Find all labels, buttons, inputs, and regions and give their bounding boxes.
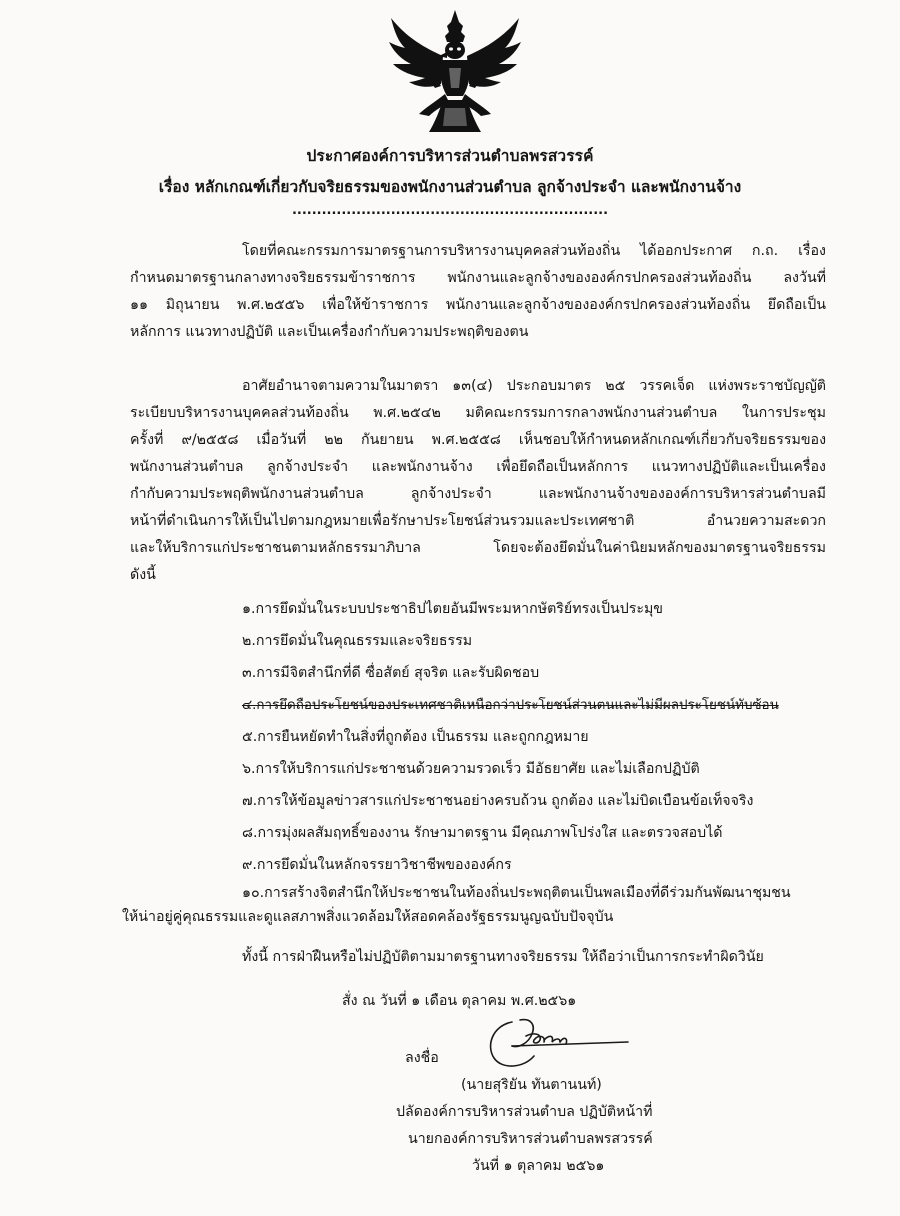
preamble-p2-line1: อาศัยอำนาจตามความในมาตรา ๑๓(๔) ประกอบมาตร ๒๕ วรรคเจ็ด แห่งพระราชบัญญัติ	[242, 378, 826, 394]
preamble-p1-line3: ๑๑ มิถุนายน พ.ศ.๒๕๕๖ เพื่อให้ข้าราชการ พนักงานและลูกจ้างขององค์กรปกครองส่วนท้องถิ่น ยึดถือเป็น	[130, 297, 826, 313]
signatory-position-2: นายกองค์การบริหารส่วนตำบลพรสวรรค์	[408, 1131, 653, 1147]
preamble-p1-line2: กำหนดมาตรฐานกลางทางจริยธรรมข้าราชการ พนักงานและลูกจ้างขององค์กรปกครองส่วนท้องถิ่น ลงวันที่	[130, 270, 826, 286]
preamble-p2-line7: และให้บริการแก่ประชาชนตามหลักธรรมาภิบาล โดยจะต้องยึดมั่นในค่านิยมหลักของมาตรฐานจริยธรรม	[130, 540, 826, 556]
garuda-emblem-icon	[385, 8, 525, 138]
closing-statement: ทั้งนี้ การฝ่าฝืนหรือไม่ปฏิบัติตามมาตรฐานทางจริยธรรม ให้ถือว่าเป็นการกระทำผิดวินัย	[242, 949, 764, 965]
preamble-p2-line2: ระเบียบบริหารงานบุคคลส่วนท้องถิ่น พ.ศ.๒๕๔๒ มติคณะกรรมการกลางพนักงานส่วนตำบล ในการประชุม	[130, 405, 826, 421]
ethics-item-5: ๕.การยืนหยัดทำในสิ่งที่ถูกต้อง เป็นธรรม และถูกกฎหมาย	[242, 729, 589, 745]
ethics-item-4: ๔.การยึดถือประโยชน์ของประเทศชาติเหนือกว่าประโยชน์ส่วนตนและไม่มีผลประโยชน์ทับซ้อน	[242, 698, 779, 713]
signatory-name: (นายสุริยัน ทันตานนท์)	[461, 1077, 602, 1093]
signature-label: ลงชื่อ	[405, 1050, 439, 1066]
announcement-subject: เรื่อง หลักเกณฑ์เกี่ยวกับจริยธรรมของพนักงานส่วนตำบล ลูกจ้างประจำ และพนักงานจ้าง	[158, 178, 742, 196]
order-date-line: สั่ง ณ วันที่ ๑ เดือน ตุลาคม พ.ศ.๒๕๖๑	[342, 993, 577, 1009]
preamble-p1-line1: โดยที่คณะกรรมการมาตรฐานการบริหารงานบุคคลส่วนท้องถิ่น ได้ออกประกาศ ก.ถ. เรื่อง	[242, 243, 826, 259]
preamble-p2-line8: ดังนี้	[130, 567, 156, 583]
ethics-item-1: ๑.การยึดมั่นในระบบประชาธิปไตยอันมีพระมหากษัตริย์ทรงเป็นประมุข	[242, 601, 663, 617]
ethics-item-6: ๖.การให้บริการแก่ประชาชนด้วยความรวดเร็ว มีอัธยาศัย และไม่เลือกปฏิบัติ	[242, 761, 700, 777]
preamble-p2-line6: หน้าที่ดำเนินการให้เป็นไปตามกฎหมายเพื่อรักษาประโยชน์ส่วนรวมและประเทศชาติ อำนวยความสะดวก	[130, 513, 826, 529]
preamble-p2-line3: ครั้งที่ ๙/๒๕๕๘ เมื่อวันที่ ๒๒ กันยายน พ.ศ.๒๕๕๘ เห็นชอบให้กำหนดหลักเกณฑ์เกี่ยวกับจริยธรรมของ	[130, 432, 826, 448]
title-separator: ................................................................	[291, 203, 609, 218]
signatory-position-1: ปลัดองค์การบริหารส่วนตำบล ปฏิบัติหน้าที่	[396, 1104, 653, 1120]
ethics-item-8: ๘.การมุ่งผลสัมฤทธิ์ของงาน รักษามาตรฐาน มีคุณภาพโปร่งใส และตรวจสอบได้	[242, 825, 723, 841]
ethics-item-10: ๑๐.การสร้างจิตสำนึกให้ประชาชนในท้องถิ่นประพฤติตนเป็นพลเมืองที่ดีร่วมกันพัฒนาชุมชน	[242, 885, 791, 901]
signature-date: วันที่ ๑ ตุลาคม ๒๕๖๑	[472, 1158, 605, 1174]
ethics-item-2: ๒.การยึดมั่นในคุณธรรมและจริยธรรม	[242, 633, 473, 649]
ethics-item-7: ๗.การให้ข้อมูลข่าวสารแก่ประชาชนอย่างครบถ้วน ถูกต้อง และไม่บิดเบือนข้อเท็จจริง	[242, 793, 754, 809]
ethics-item-9: ๙.การยึดมั่นในหลักจรรยาวิชาชีพขององค์กร	[242, 857, 512, 873]
preamble-p2-line4: พนักงานส่วนตำบล ลูกจ้างประจำ และพนักงานจ้าง เพื่อยึดถือเป็นหลักการ แนวทางปฏิบัติและเป็นเครื่อง	[130, 459, 826, 475]
announcement-title: ประกาศองค์การบริหารส่วนตำบลพรสวรรค์	[306, 147, 594, 165]
ethics-item-3: ๓.การมีจิตสำนึกที่ดี ซื่อสัตย์ สุจริต และรับผิดชอบ	[242, 665, 540, 681]
preamble-p1-line4: หลักการ แนวทางปฏิบัติ และเป็นเครื่องกำกับความประพฤติของตน	[130, 324, 529, 340]
preamble-p2-line5: กำกับความประพฤติพนักงานส่วนตำบล ลูกจ้างประจำ และพนักงานจ้างขององค์การบริหารส่วนตำบลมี	[130, 486, 826, 502]
ethics-item-10-continuation: ให้น่าอยู่คู่คุณธรรมและดูแลสภาพสิ่งแวดล้อมให้สอดคล้องรัฐธรรมนูญฉบับปัจจุบัน	[122, 909, 614, 925]
